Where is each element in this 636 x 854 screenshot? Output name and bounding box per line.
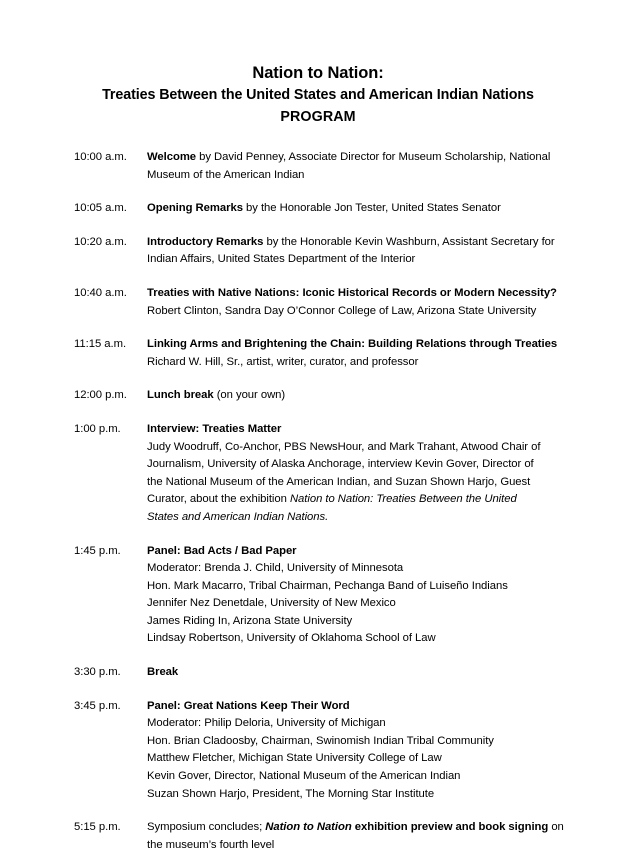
program-entry-line [147,200,566,218]
program-text-run: Judy Woodruff, Co-Anchor, PBS NewsHour, and Mark Trahant, Atwood Chair of [147,440,541,453]
program-entry-detail [147,234,566,269]
program-entry-line [147,149,566,167]
program-entry-time: 10:20 a.m. [74,235,127,248]
program-entry-detail [147,819,566,854]
program-text-run: Opening Remarks [147,202,243,215]
program-text-run: States and American Indian Nations. [147,510,329,523]
program-text-run: Hon. Mark Macarro, Tribal Chairman, Pechanga Band of Luiseño Indians [147,579,508,592]
program-text-run: Richard W. Hill, Sr., artist, writer, curator, and professor [147,355,419,368]
program-entry-time: 12:00 p.m. [74,389,127,402]
program-entry-line [147,509,566,527]
program-text-run: Matthew Fletcher, Michigan State University College of Law [147,752,442,765]
program-entry [74,819,566,854]
program-entry [74,421,566,527]
program-text-run: Indian Affairs, United States Department of the Interior [147,253,416,266]
program-text-run: Treaties with Native Nations: Iconic Historical Records or Modern Necessity? [147,286,557,299]
program-entry-detail [147,387,566,405]
program-entry [74,234,566,269]
program-entry-time: 1:00 p.m. [74,422,121,435]
program-text-run: Curator, about the exhibition [147,493,290,506]
program-entry-line [147,439,566,457]
program-entry-line [147,750,566,768]
program-text-run: Panel: Bad Acts / Bad Paper [147,544,297,557]
document-title-block [0,0,636,128]
title-line-3: PROGRAM [280,109,356,125]
program-text-run: the museum’s fourth level [147,838,275,851]
program-entry-detail [147,421,566,527]
program-text-run: Moderator: Philip Deloria, University of Michigan [147,717,386,730]
program-entry-time: 10:40 a.m. [74,286,127,299]
program-entry-line [147,421,566,439]
program-text-run: the National Museum of the American Indian, and Suzan Shown Harjo, Guest [147,475,531,488]
program-text-run: Interview: Treaties Matter [147,422,282,435]
program-entry-line [147,167,566,185]
program-text-run: James Riding In, Arizona State University [147,614,353,627]
program-text-run: Moderator: Brenda J. Child, University of Minnesota [147,562,404,575]
program-entry-time: 11:15 a.m. [74,338,127,351]
program-entry [74,698,566,804]
program-text-run: by the Honorable Kevin Washburn, Assistant Secretary for [263,235,555,248]
program-text-run: on [548,821,564,834]
program-text-run: Break [147,666,179,679]
program-text-run: Lindsay Robertson, University of Oklahoma School of Law [147,632,436,645]
program-entry-line [147,698,566,716]
program-entry [74,664,566,682]
program-text-run: Symposium concludes; [147,821,266,834]
program-entry-line [147,285,566,303]
program-entry-line [147,578,566,596]
program-text-run: Nation to Nation [265,821,352,834]
program-text-run: Linking Arms and Brightening the Chain: Building Relations through Treaties [147,338,558,351]
program-entry-time: 1:45 p.m. [74,544,121,557]
program-entry-time: 10:05 a.m. [74,202,127,215]
program-entry-line [147,595,566,613]
program-entry-line [147,543,566,561]
program-text-run: Jennifer Nez Denetdale, University of New Mexico [147,597,396,610]
program-entry-time: 3:30 p.m. [74,666,121,679]
program-text-run: Hon. Brian Cladoosby, Chairman, Swinomish Indian Tribal Community [147,734,494,747]
program-text-run: (on your own) [213,389,286,402]
program-entry-detail [147,149,566,184]
program-entry-line [147,786,566,804]
program-entry [74,285,566,320]
program-entry-detail [147,336,566,371]
program-entry-line [147,733,566,751]
program-entry-line [147,819,566,837]
program-entry [74,387,566,405]
program-text-run: Robert Clinton, Sandra Day O’Connor College of Law, Arizona State University [147,304,537,317]
program-entry-line [147,336,566,354]
program-entry-line [147,251,566,269]
program-entry-line [147,715,566,733]
program-entry-line [147,664,566,682]
program-entry-detail [147,200,566,218]
program-text-run: Suzan Shown Harjo, President, The Morning Star Institute [147,787,435,800]
program-entry-line [147,613,566,631]
program-entry-time: 10:00 a.m. [74,151,127,163]
program-text-run: by the Honorable Jon Tester, United States Senator [242,202,501,215]
program-entry-line [147,560,566,578]
title-line-2: Treaties Between the United States and American Indian Nations [102,87,534,103]
program-text-run: Nation to Nation: Treaties Between the United [289,493,517,506]
program-text-run: Welcome [147,151,197,163]
program-entry-detail [147,664,566,682]
program-text-run: Journalism, University of Alaska Anchorage, interview Kevin Gover, Director of [147,458,534,471]
program-entry-line [147,474,566,492]
program-entry [74,336,566,371]
program-entry-detail [147,543,566,649]
program-entry [74,200,566,218]
program-entry-line [147,234,566,252]
program-text-run: Introductory Remarks [147,235,264,248]
program-text-run: by David Penney, Associate Director for Museum Scholarship, National [196,151,551,163]
program-entry-line [147,768,566,786]
program-text-run: Museum of the American Indian [147,168,305,181]
program-entry-line [147,630,566,648]
program-text-run: Lunch break [147,389,214,402]
program-entry-line [147,354,566,372]
program-entry-line [147,456,566,474]
program-entry-line [147,491,566,509]
program-entry-time: 5:15 p.m. [74,821,121,834]
program-entry-time: 3:45 p.m. [74,699,121,712]
program-entry [74,543,566,649]
program-text-run: Kevin Gover, Director, National Museum of the American Indian [147,770,461,783]
program-entry-detail [147,285,566,320]
program-entry-line [147,837,566,854]
program-entry [74,149,566,184]
program-entry-line [147,303,566,321]
program-text-run: exhibition preview and book signing [351,821,549,834]
title-line-1: Nation to Nation: [252,64,384,82]
program-schedule-list [0,149,636,854]
program-entry-detail [147,698,566,804]
program-entry-line [147,387,566,405]
program-text-run: Panel: Great Nations Keep Their Word [147,699,350,712]
